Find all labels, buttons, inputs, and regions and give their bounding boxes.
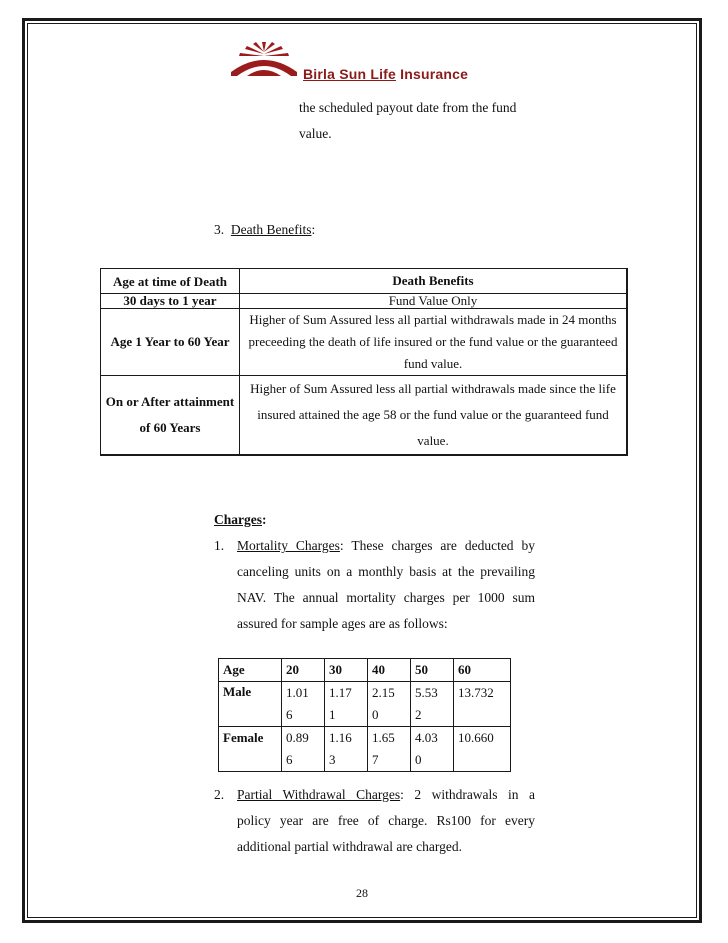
mortality-table bbox=[218, 658, 511, 772]
page-number: 28 bbox=[356, 886, 368, 900]
mort-cell-b: 6 bbox=[286, 752, 293, 767]
sun-logo-icon bbox=[229, 42, 299, 76]
table-row bbox=[219, 727, 511, 772]
section-3-heading bbox=[214, 217, 315, 243]
mort-header-cell: 20 bbox=[282, 659, 325, 682]
table-row bbox=[101, 269, 628, 294]
mort-cell bbox=[282, 682, 325, 727]
withdrawal-number: 2. bbox=[214, 787, 225, 802]
mort-cell-b: 2 bbox=[415, 707, 422, 722]
section-3-colon: : bbox=[311, 222, 316, 237]
mort-cell bbox=[325, 727, 368, 772]
withdrawal-line-1 bbox=[237, 782, 535, 808]
death-table-age: 30 days to 1 year bbox=[101, 294, 240, 309]
mort-header-cell: 30 bbox=[325, 659, 368, 682]
charges-title: Charges bbox=[214, 512, 262, 527]
withdrawal-line-3: additional partial withdrawal are charged. bbox=[237, 839, 463, 854]
withdrawal-line-2: policy year are free of charge. Rs100 for every bbox=[237, 813, 535, 828]
mort-cell bbox=[411, 682, 454, 727]
death-table-col2-header: Death Benefits bbox=[240, 269, 628, 294]
mortality-line-3: NAV. The annual mortality charges per 1000 sum bbox=[237, 590, 535, 605]
mort-cell bbox=[454, 727, 511, 772]
mort-cell-b: 6 bbox=[286, 707, 293, 722]
mort-cell-b: 0 bbox=[372, 707, 379, 722]
mort-cell-a: 0.89 bbox=[286, 730, 309, 745]
withdrawal-title: Partial Withdrawal Charges bbox=[237, 787, 401, 802]
death-table-benefit: Fund Value Only bbox=[240, 294, 628, 309]
mort-cell-b: 7 bbox=[372, 752, 379, 767]
mort-cell-a: 1.17 bbox=[329, 685, 352, 700]
mort-cell bbox=[454, 682, 511, 727]
mort-cell-a: 1.01 bbox=[286, 685, 309, 700]
mort-header-cell: 40 bbox=[368, 659, 411, 682]
mort-cell-a: 13.732 bbox=[458, 685, 494, 700]
mort-cell bbox=[368, 682, 411, 727]
table-row bbox=[219, 682, 511, 727]
table-row bbox=[101, 376, 628, 456]
mort-row-label: Male bbox=[219, 682, 282, 727]
mort-cell-a: 1.65 bbox=[372, 730, 395, 745]
mort-cell-b: 3 bbox=[329, 752, 336, 767]
mort-cell-a: 1.16 bbox=[329, 730, 352, 745]
mort-cell bbox=[411, 727, 454, 772]
intro-line-2: value. bbox=[299, 126, 332, 141]
mort-cell-a: 10.660 bbox=[458, 730, 494, 745]
mortality-line-1 bbox=[237, 533, 535, 559]
mort-cell bbox=[368, 727, 411, 772]
section-3-number: 3. bbox=[214, 222, 225, 237]
mort-header-cell: 60 bbox=[454, 659, 511, 682]
mortality-number: 1. bbox=[214, 538, 225, 553]
death-table-benefit: Higher of Sum Assured less all partial withdrawals made since the life insured attained the age 58 or the fund value or the guaranteed fund value. bbox=[240, 376, 628, 456]
mort-cell bbox=[282, 727, 325, 772]
death-table-benefit: Higher of Sum Assured less all partial withdrawals made in 24 months preceeding the death of life insured or the fund value or the guaranteed fund value. bbox=[240, 309, 628, 376]
mort-row-label: Female bbox=[219, 727, 282, 772]
mortality-line-2: canceling units on a monthly basis at the prevailing bbox=[237, 564, 535, 579]
intro-line-1: the scheduled payout date from the fund bbox=[299, 100, 517, 115]
mort-header-age: Age bbox=[219, 659, 282, 682]
mortality-title: Mortality Charges bbox=[237, 538, 340, 553]
brand-suffix: Insurance bbox=[396, 66, 469, 82]
mort-cell-b: 1 bbox=[329, 707, 336, 722]
mort-cell bbox=[325, 682, 368, 727]
table-row bbox=[101, 309, 628, 376]
section-3-title: Death Benefits bbox=[230, 222, 312, 237]
table-row bbox=[101, 294, 628, 309]
mort-cell-a: 4.03 bbox=[415, 730, 438, 745]
withdrawal-line-1-text: : 2 withdrawals in a bbox=[400, 787, 535, 802]
mortality-line-1-text: : These charges are deducted by bbox=[339, 538, 535, 553]
death-table-age: Age 1 Year to 60 Year bbox=[101, 309, 240, 376]
mort-cell-a: 2.15 bbox=[372, 685, 395, 700]
mort-header-cell: 50 bbox=[411, 659, 454, 682]
charges-heading bbox=[214, 507, 267, 533]
table-row bbox=[219, 659, 511, 682]
death-benefits-table bbox=[100, 268, 628, 456]
death-table-age: On or After attainment of 60 Years bbox=[101, 376, 240, 456]
charges-colon: : bbox=[262, 512, 267, 527]
death-table-col1-header: Age at time of Death bbox=[101, 269, 240, 294]
mort-cell-a: 5.53 bbox=[415, 685, 438, 700]
brand-name: Birla Sun Life bbox=[303, 66, 397, 82]
mortality-line-4: assured for sample ages are as follows: bbox=[237, 616, 448, 631]
brand-title bbox=[303, 66, 468, 82]
mort-cell-b: 0 bbox=[415, 752, 422, 767]
